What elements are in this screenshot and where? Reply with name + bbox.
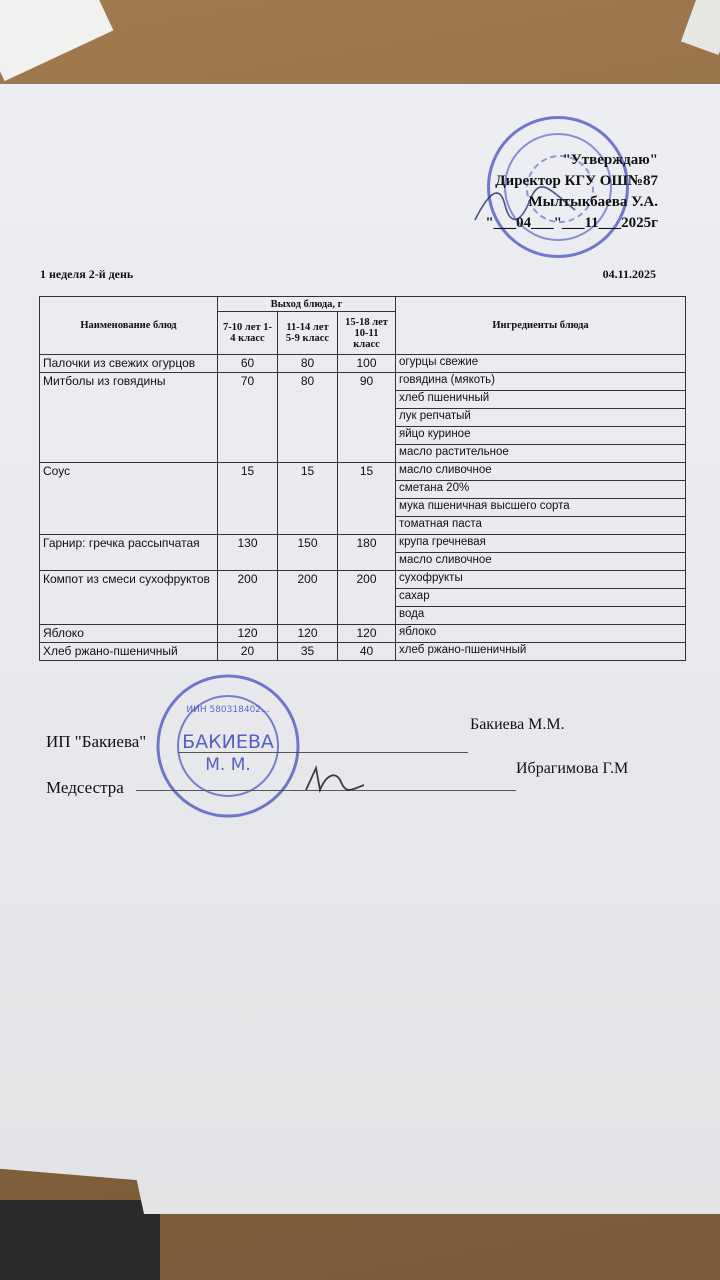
portion-age-15-18: 120 [338, 625, 396, 643]
nurse-label: Медсестра [46, 778, 124, 797]
header-age-11-14: 11-14 лет 5-9 класс [278, 312, 338, 355]
background-paper-corner [0, 0, 113, 81]
background-paper-corner-right [681, 0, 720, 55]
table-row [40, 535, 686, 553]
header-output: Выход блюда, г [218, 297, 396, 312]
dish-name: Соус [40, 463, 218, 535]
menu-day-label: 1 неделя 2-й день [40, 267, 134, 281]
ingredient: говядина (мякоть) [396, 373, 686, 391]
ingredient: сметана 20% [396, 481, 686, 499]
ingredient: яйцо куриное [396, 427, 686, 445]
ingredient: мука пшеничная высшего сорта [396, 499, 686, 517]
portion-age-7-10: 20 [218, 643, 278, 661]
ingredient: сухофрукты [396, 571, 686, 589]
table-row [40, 643, 686, 661]
portion-age-15-18: 180 [338, 535, 396, 571]
nurse-person-name: Ибрагимова Г.М [516, 760, 629, 777]
ingredient: масло сливочное [396, 463, 686, 481]
header-dish-name: Наименование блюд [40, 297, 218, 355]
table-row [40, 463, 686, 481]
ingredient: сахар [396, 589, 686, 607]
ingredient: лук репчатый [396, 409, 686, 427]
portion-age-15-18: 200 [338, 571, 396, 625]
portion-age-11-14: 150 [278, 535, 338, 571]
portion-age-7-10: 70 [218, 373, 278, 463]
menu-date: 04.11.2025 [602, 267, 656, 281]
ingredient: масло сливочное [396, 553, 686, 571]
stamp-name-line1: БАКИЕВА [182, 731, 274, 753]
portion-age-11-14: 120 [278, 625, 338, 643]
portion-age-15-18: 40 [338, 643, 396, 661]
ingredient: масло растительное [396, 445, 686, 463]
portion-age-15-18: 90 [338, 373, 396, 463]
approval-block [485, 150, 658, 234]
dish-name: Митболы из говядины [40, 373, 218, 463]
portion-age-11-14: 80 [278, 373, 338, 463]
table-row [40, 373, 686, 391]
portion-age-11-14: 35 [278, 643, 338, 661]
dish-name: Компот из смеси сухофруктов [40, 571, 218, 625]
ingredient: крупа гречневая [396, 535, 686, 553]
ip-person-name: Бакиева М.М. [470, 716, 565, 733]
stamp-iin: ИИН 580318402... [186, 705, 270, 715]
ip-label: ИП "Бакиева" [46, 732, 147, 751]
portion-age-7-10: 15 [218, 463, 278, 535]
ingredient: вода [396, 607, 686, 625]
header-ingredients: Ингредиенты блюда [396, 297, 686, 355]
portion-age-15-18: 15 [338, 463, 396, 535]
approval-title: "Утверждаю" [562, 152, 658, 168]
approval-director-name: Мылтыкбаева У.А. [528, 194, 658, 210]
ingredient: хлеб пшеничный [396, 391, 686, 409]
approval-date: "___04___"___11___2025г [485, 215, 658, 231]
menu-table [39, 296, 686, 661]
dish-name: Гарнир: гречка рассыпчатая [40, 535, 218, 571]
ip-bakieva-stamp [154, 672, 302, 820]
header-age-7-10: 7-10 лет 1-4 класс [218, 312, 278, 355]
ingredient: томатная паста [396, 517, 686, 535]
portion-age-11-14: 15 [278, 463, 338, 535]
portion-age-7-10: 120 [218, 625, 278, 643]
nurse-signature [296, 760, 366, 800]
portion-age-11-14: 80 [278, 355, 338, 373]
portion-age-15-18: 100 [338, 355, 396, 373]
table-row [40, 625, 686, 643]
approval-position: Директор КГУ ОШ№87 [495, 173, 658, 189]
header-age-15-18: 15-18 лет 10-11 класс [338, 312, 396, 355]
dish-name: Хлеб ржано-пшеничный [40, 643, 218, 661]
portion-age-11-14: 200 [278, 571, 338, 625]
background-dark-object [0, 1200, 160, 1280]
ip-signature-line [178, 752, 468, 753]
portion-age-7-10: 60 [218, 355, 278, 373]
ingredient: огурцы свежие [396, 355, 686, 373]
stamp-name-line2: М. М. [205, 755, 251, 775]
dish-name: Палочки из свежих огурцов [40, 355, 218, 373]
table-row [40, 571, 686, 589]
ingredient: хлеб ржано-пшеничный [396, 643, 686, 661]
dish-name: Яблоко [40, 625, 218, 643]
table-row [40, 355, 686, 373]
ingredient: яблоко [396, 625, 686, 643]
portion-age-7-10: 130 [218, 535, 278, 571]
portion-age-7-10: 200 [218, 571, 278, 625]
